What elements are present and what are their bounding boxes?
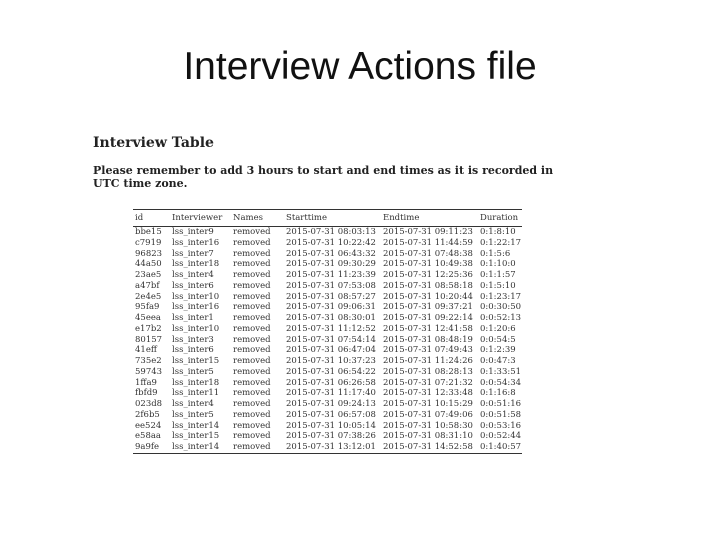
cell-starttime: 2015-07-31 08:57:27 — [286, 291, 376, 302]
cell-starttime: 2015-07-31 06:57:08 — [286, 409, 376, 420]
cell-starttime: 2015-07-31 11:17:40 — [286, 388, 376, 399]
cell-duration: 0:1:8:10 — [480, 227, 516, 237]
table-row — [133, 431, 522, 442]
document-excerpt — [93, 134, 573, 190]
table-row — [133, 249, 522, 260]
cell-names: removed — [233, 388, 271, 399]
cell-endtime: 2015-07-31 10:58:30 — [383, 420, 473, 431]
cell-interviewer: lss_inter14 — [172, 442, 220, 452]
cell-duration: 0:0:54:5 — [480, 334, 516, 345]
cell-id: 45eea — [135, 313, 161, 323]
cell-interviewer: lss_inter9 — [172, 227, 214, 237]
cell-names: removed — [233, 334, 271, 345]
cell-names: removed — [233, 291, 271, 302]
cell-starttime: 2015-07-31 06:47:04 — [286, 345, 376, 356]
cell-interviewer: lss_inter14 — [172, 420, 220, 431]
table-body — [133, 227, 522, 454]
cell-endtime: 2015-07-31 10:49:38 — [383, 259, 473, 270]
cell-endtime: 2015-07-31 08:28:13 — [383, 366, 473, 377]
table-row — [133, 356, 522, 367]
cell-duration: 0:0:52:44 — [480, 431, 522, 442]
cell-duration: 0:1:1:57 — [480, 270, 516, 280]
cell-starttime: 2015-07-31 11:12:52 — [286, 323, 376, 334]
cell-names: removed — [233, 313, 271, 323]
cell-duration: 0:1:5:10 — [480, 280, 516, 291]
cell-endtime: 2015-07-31 10:15:29 — [383, 399, 473, 409]
cell-duration: 0:1:33:51 — [480, 366, 522, 377]
cell-endtime: 2015-07-31 11:44:59 — [383, 237, 473, 248]
cell-endtime: 2015-07-31 07:49:06 — [383, 409, 473, 420]
slide-title: Interview Actions file — [183, 45, 537, 88]
cell-starttime: 2015-07-31 09:24:13 — [286, 399, 376, 409]
cell-interviewer: lss_inter11 — [172, 388, 220, 399]
table-header-row — [133, 210, 522, 227]
document-heading: Interview Table — [93, 135, 214, 151]
cell-starttime: 2015-07-31 10:37:23 — [286, 356, 376, 366]
cell-endtime: 2015-07-31 07:21:32 — [383, 377, 473, 388]
cell-interviewer: lss_inter4 — [172, 399, 214, 409]
cell-endtime: 2015-07-31 09:22:14 — [383, 313, 473, 323]
cell-interviewer: lss_inter6 — [172, 345, 214, 356]
table-row — [133, 324, 522, 335]
column-header-names: Names — [233, 213, 263, 223]
table-row — [133, 345, 522, 356]
cell-endtime: 2015-07-31 09:37:21 — [383, 302, 473, 313]
cell-starttime: 2015-07-31 09:06:31 — [286, 302, 376, 313]
cell-duration: 0:0:53:16 — [480, 420, 522, 431]
cell-duration: 0:0:47:3 — [480, 356, 516, 366]
cell-starttime: 2015-07-31 13:12:01 — [286, 442, 376, 452]
cell-names: removed — [233, 409, 271, 420]
cell-names: removed — [233, 259, 271, 270]
cell-interviewer: lss_inter16 — [172, 237, 220, 248]
cell-names: removed — [233, 377, 271, 388]
table-row — [133, 410, 522, 421]
table-row — [133, 378, 522, 389]
cell-endtime: 2015-07-31 10:20:44 — [383, 291, 473, 302]
cell-names: removed — [233, 442, 271, 452]
table-row — [133, 442, 522, 453]
column-header-duration: Duration — [480, 213, 519, 223]
cell-interviewer: lss_inter18 — [172, 377, 220, 388]
cell-endtime: 2015-07-31 14:52:58 — [383, 442, 473, 452]
cell-names: removed — [233, 227, 271, 237]
cell-endtime: 2015-07-31 08:58:18 — [383, 280, 473, 291]
cell-endtime: 2015-07-31 11:24:26 — [383, 356, 473, 366]
cell-duration: 0:1:2:39 — [480, 345, 516, 356]
cell-id: fbfd9 — [135, 388, 158, 399]
cell-names: removed — [233, 302, 271, 313]
table-row — [133, 399, 522, 410]
cell-names: removed — [233, 356, 271, 366]
cell-interviewer: lss_inter1 — [172, 313, 214, 323]
cell-id: 41eff — [135, 345, 157, 356]
cell-interviewer: lss_inter10 — [172, 291, 220, 302]
cell-endtime: 2015-07-31 08:48:19 — [383, 334, 473, 345]
cell-names: removed — [233, 431, 271, 442]
cell-interviewer: lss_inter5 — [172, 409, 214, 420]
cell-id: 2f6b5 — [135, 409, 160, 420]
cell-starttime: 2015-07-31 07:38:26 — [286, 431, 376, 442]
cell-id: 1ffa9 — [135, 377, 157, 388]
interview-table-container — [133, 209, 522, 454]
cell-names: removed — [233, 270, 271, 280]
cell-duration: 0:1:40:57 — [480, 442, 522, 452]
cell-starttime: 2015-07-31 07:53:08 — [286, 280, 376, 291]
cell-id: 9a9fe — [135, 442, 160, 452]
cell-duration: 0:1:22:17 — [480, 237, 522, 248]
cell-id: 95fa9 — [135, 302, 160, 313]
table-row — [133, 367, 522, 378]
cell-starttime: 2015-07-31 06:43:32 — [286, 248, 376, 259]
cell-id: c7919 — [135, 237, 162, 248]
cell-names: removed — [233, 345, 271, 356]
column-header-endtime: Endtime — [383, 213, 420, 223]
cell-names: removed — [233, 323, 271, 334]
cell-starttime: 2015-07-31 10:05:14 — [286, 420, 376, 431]
cell-id: 023d8 — [135, 399, 163, 409]
cell-starttime: 2015-07-31 06:26:58 — [286, 377, 376, 388]
cell-duration: 0:1:16:8 — [480, 388, 516, 399]
cell-starttime: 2015-07-31 06:54:22 — [286, 366, 376, 377]
table-row — [133, 388, 522, 399]
table-row — [133, 302, 522, 313]
cell-names: removed — [233, 399, 271, 409]
cell-duration: 0:0:54:34 — [480, 377, 522, 388]
cell-id: bbe15 — [135, 227, 162, 237]
cell-starttime: 2015-07-31 08:30:01 — [286, 313, 376, 323]
cell-starttime: 2015-07-31 09:30:29 — [286, 259, 376, 270]
cell-interviewer: lss_inter15 — [172, 356, 220, 366]
cell-starttime: 2015-07-31 10:22:42 — [286, 237, 376, 248]
cell-endtime: 2015-07-31 12:33:48 — [383, 388, 473, 399]
table-row — [133, 335, 522, 346]
cell-duration: 0:1:10:0 — [480, 259, 516, 270]
cell-id: a47bf — [135, 280, 160, 291]
cell-duration: 0:1:5:6 — [480, 248, 511, 259]
cell-endtime: 2015-07-31 12:41:58 — [383, 323, 473, 334]
cell-id: e58aa — [135, 431, 161, 442]
cell-interviewer: lss_inter16 — [172, 302, 220, 313]
cell-interviewer: lss_inter15 — [172, 431, 220, 442]
column-header-starttime: Starttime — [286, 213, 328, 223]
table-row — [133, 292, 522, 303]
cell-interviewer: lss_inter5 — [172, 366, 214, 377]
cell-names: removed — [233, 248, 271, 259]
cell-endtime: 2015-07-31 07:48:38 — [383, 248, 473, 259]
cell-id: ee524 — [135, 420, 162, 431]
cell-id: 80157 — [135, 334, 163, 345]
cell-endtime: 2015-07-31 12:25:36 — [383, 270, 473, 280]
cell-duration: 0:0:51:58 — [480, 409, 522, 420]
cell-starttime: 2015-07-31 07:54:14 — [286, 334, 376, 345]
cell-id: 96823 — [135, 248, 163, 259]
cell-interviewer: lss_inter3 — [172, 334, 214, 345]
cell-interviewer: lss_inter7 — [172, 248, 214, 259]
cell-id: 44a50 — [135, 259, 162, 270]
table-row — [133, 313, 522, 324]
cell-interviewer: lss_inter4 — [172, 270, 214, 280]
cell-duration: 0:1:23:17 — [480, 291, 522, 302]
table-row — [133, 281, 522, 292]
column-header-id: id — [135, 213, 144, 223]
cell-endtime: 2015-07-31 09:11:23 — [383, 227, 473, 237]
cell-id: 23ae5 — [135, 270, 162, 280]
cell-id: 2e4e5 — [135, 291, 162, 302]
interview-table — [133, 209, 522, 454]
cell-duration: 0:0:30:50 — [480, 302, 522, 313]
cell-endtime: 2015-07-31 08:31:10 — [383, 431, 473, 442]
column-header-interviewer: Interviewer — [172, 213, 223, 223]
cell-id: 735e2 — [135, 356, 162, 366]
cell-names: removed — [233, 420, 271, 431]
cell-names: removed — [233, 237, 271, 248]
cell-starttime: 2015-07-31 08:03:13 — [286, 227, 376, 237]
cell-names: removed — [233, 280, 271, 291]
cell-starttime: 2015-07-31 11:23:39 — [286, 270, 376, 280]
table-row — [133, 259, 522, 270]
table-row — [133, 238, 522, 249]
table-row — [133, 227, 522, 238]
cell-duration: 0:0:52:13 — [480, 313, 522, 323]
cell-duration: 0:1:20:6 — [480, 323, 516, 334]
cell-duration: 0:0:51:16 — [480, 399, 522, 409]
table-row — [133, 270, 522, 281]
cell-id: e17b2 — [135, 323, 162, 334]
table-row — [133, 421, 522, 432]
cell-names: removed — [233, 366, 271, 377]
cell-interviewer: lss_inter6 — [172, 280, 214, 291]
cell-endtime: 2015-07-31 07:49:43 — [383, 345, 473, 356]
document-note: Please remember to add 3 hours to start and end times as it is recorded in UTC time zone. — [93, 164, 554, 190]
cell-interviewer: lss_inter10 — [172, 323, 220, 334]
cell-id: 59743 — [135, 366, 163, 377]
cell-interviewer: lss_inter18 — [172, 259, 220, 270]
